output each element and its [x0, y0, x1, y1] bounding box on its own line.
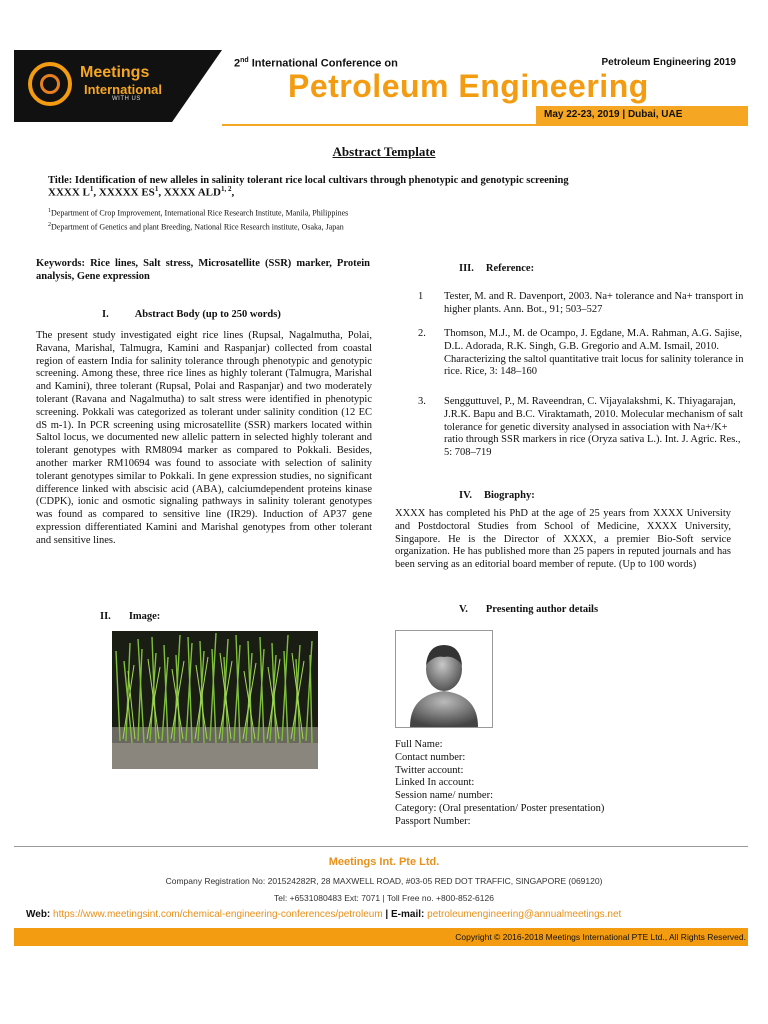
detail-linkedin: Linked In account: [395, 777, 475, 789]
logo-text-international: International [84, 82, 163, 97]
conference-title: Petroleum Engineering [288, 68, 649, 104]
authors-line: XXXX $L^1$, XXXXX $ES^1$, XXXX ALD$^{1, 2}$, [48, 185, 235, 199]
section-3-heading: III. Reference: [459, 263, 535, 274]
author-avatar [395, 630, 493, 728]
footer-telephone: Tel: +6531080483 Ext: 7071 | Toll Free no. +800-852-6126 [274, 893, 494, 903]
footer-web-email: Web: https://www.meetingsint.com/chemical-engineering-conferences/petroleum | E-mail: petroleumengineering@annualmeetings.net [26, 909, 622, 920]
detail-session: Session name/ number: [395, 790, 493, 802]
abstract-title: Title: Identification of new alleles in salinity tolerant rice local cultivars through phenotypic and genotypic screening [48, 175, 569, 186]
logo-tagline: WITH US [112, 96, 141, 102]
footer-registration: Company Registration No: 201524282R, 28 MAXWELL ROAD, #03-05 RED DOT TRAFFIC, SINGAPORE (069120) [165, 876, 603, 886]
detail-contact-number: Contact number: [395, 751, 466, 763]
template-title: Abstract Template [332, 144, 436, 159]
footer-company: Meetings Int. Pte Ltd. [328, 856, 440, 868]
presenting-author-details [395, 739, 604, 829]
biography: XXXX has completed his PhD at the age of 25 years from XXXX University and Postdoctoral Studies from School of Medicine, XXXX University, Singapore. He is the Director of XXXX, a premier Bio-Soft service organization. He has published more than 25 papers in reputed journals and has been serving as an editorial board member of repute. (Up to 100 words) [395, 508, 731, 571]
date-location: May 22-23, 2019 | Dubai, UAE [544, 109, 683, 120]
email-link[interactable]: petroleumengineering@annualmeetings.net [427, 909, 622, 920]
logo-text-meetings: Meetings [80, 64, 150, 81]
header-top-right: Petroleum Engineering 2019 [601, 57, 736, 68]
detail-category: Category: (Oral presentation/ Poster presentation) [395, 802, 605, 814]
footer-divider [14, 846, 748, 847]
abstract-body: The present study investigated eight rice lines (Rupsal, Nagalmutha, Polai, Ravana, Marishal, Talmugra, Kamini and Raspanjar) collected from coastal region of eastern India for salinity tolerance through phenotypic and genotypic screening. Among these, three rice lines as highly tolerant (Talmugra, Marishal and Kamini), three tolerant (Rupsal, Polai and Raspanjar) and two moderately tolerant (Ravana and Nagalmutha) to salt stress were identified in phenotypic screening. Pokkali was categorized as tolerant under salinity condition (12 EC dS m-1). In PCR screening using microsatellite (SSR) markers located within Saltol locus, we documented new allelic pattern in selected highly tolerant and tolerant genotypes with RM8094 marker as compared to Pokkali. Besides, another marker RM10694 was found to associate with selection of salinity tolerant genotypes similar to Pokkali. In gene expression studies, no significant difference linked with abscisic acid (ABA), calciumdependent proteins kinase (CDPK), ionic and osmotic signaling pathways in salinity tolerant genotypes was found as compared to sensitive line (IR29). Induction of AP37 gene expression differentiated Kamini and Marishal genotypes from other tolerant and sensitive lines. [36, 330, 372, 546]
detail-passport: Passport Number: [395, 815, 471, 827]
footer-copyright: Copyright © 2016-2018 Meetings International PTE Ltd., All Rights Reserved. [455, 932, 746, 942]
person-placeholder-icon [396, 631, 492, 727]
affiliation-2: $^2$Department of Genetics and plant Breeding, National Rice Research institute, Osaka, Japan [48, 222, 344, 232]
affiliation-1: $^1$Department of Crop Improvement, International Rice Research Institute, Manila, Philippines [48, 208, 349, 218]
detail-twitter: Twitter account: [395, 764, 464, 776]
section-1-heading: I. Abstract Body (up to 250 words) [102, 309, 281, 320]
rice-seedlings-image [112, 631, 318, 769]
detail-full-name: Full Name: [395, 739, 443, 750]
section-5-heading: V. Presenting author details [459, 604, 599, 615]
conference-subtitle: 2nd International Conference on [234, 57, 398, 70]
website-link[interactable]: https://www.meetingsint.com/chemical-engineering-conferences/petroleum [53, 909, 383, 920]
section-4-heading: IV. Biography: [459, 490, 535, 501]
globe-logo-icon [28, 62, 72, 106]
section-2-heading: II. Image: [100, 611, 161, 622]
keywords: Keywords: Rice lines, Salt stress, Microsatellite (SSR) marker, Protein analysis, Gene expression [36, 258, 370, 282]
